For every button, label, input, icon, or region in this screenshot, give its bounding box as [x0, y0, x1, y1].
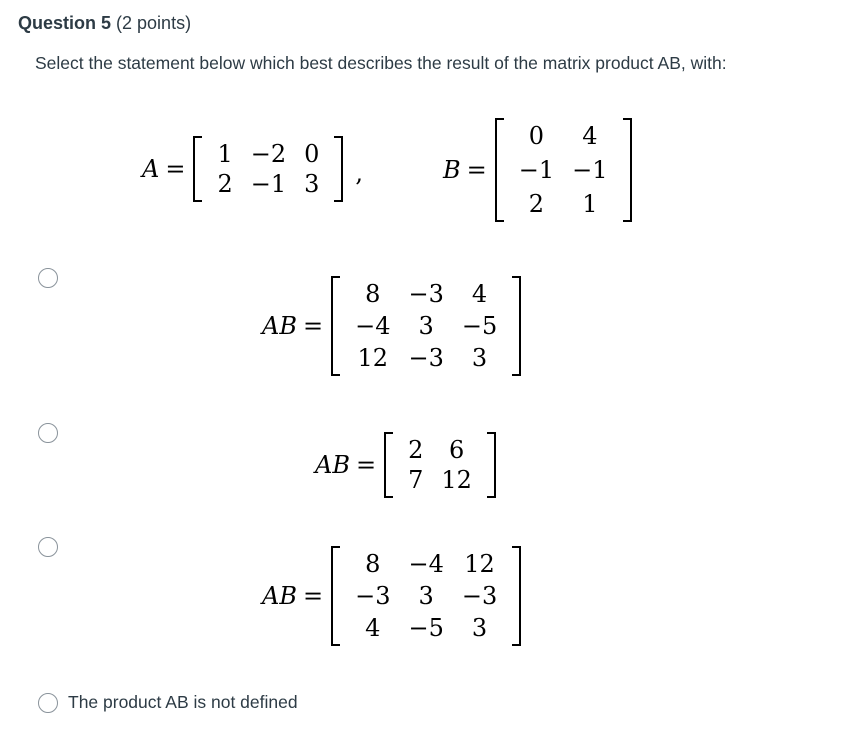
option-4-label[interactable]: The product AB is not defined: [68, 692, 298, 712]
option-3-equation: [262, 546, 521, 646]
matrix-cell: 0: [528, 122, 545, 150]
question-number: Question 5: [18, 13, 112, 33]
option-lhs: AB: [262, 582, 297, 610]
matrix-cell: 0: [304, 140, 320, 168]
matrix-cell: −3: [355, 582, 391, 610]
question-points: (2 points): [116, 13, 192, 33]
matrix-cell: −5: [461, 312, 498, 340]
equals-sign: =: [302, 582, 324, 610]
matrix-cell: 3: [471, 614, 488, 642]
option-lhs: AB: [262, 312, 297, 340]
separator-comma: ,: [355, 159, 364, 187]
equals-sign: =: [355, 451, 377, 479]
matrix-b-label: B: [443, 156, 461, 184]
matrix-cell: −4: [355, 312, 391, 340]
matrix-b: [495, 118, 632, 222]
equals-sign: =: [165, 155, 186, 183]
option-2-matrix: [384, 432, 496, 498]
matrix-cell: 8: [365, 280, 381, 308]
matrix-cell: −2: [250, 140, 287, 168]
equals-sign: =: [302, 312, 324, 340]
matrix-a: [193, 136, 343, 202]
matrix-cell: 2: [528, 190, 545, 218]
matrix-cell: −5: [408, 614, 444, 642]
option-1-equation: [262, 276, 521, 376]
matrix-cell: 7: [408, 466, 424, 494]
option-3-matrix: [331, 546, 521, 646]
matrix-cell: 1: [582, 190, 598, 218]
option-3-radio[interactable]: [38, 537, 58, 557]
matrix-cell: −3: [461, 582, 498, 610]
matrix-cell: −1: [250, 170, 287, 198]
matrix-cell: 2: [408, 436, 424, 464]
matrix-b-equation: [443, 118, 632, 222]
matrix-cell: 3: [418, 582, 434, 610]
matrix-cell: 4: [471, 280, 488, 308]
matrix-a-label: A: [142, 155, 160, 183]
matrix-cell: 12: [464, 550, 495, 578]
matrix-cell: 8: [365, 550, 381, 578]
matrix-cell: 2: [217, 170, 233, 198]
equals-sign: =: [466, 156, 487, 184]
option-2-radio[interactable]: [38, 423, 58, 443]
matrix-cell: 12: [357, 344, 389, 372]
matrix-cell: 4: [582, 122, 598, 150]
matrix-cell: 6: [448, 436, 465, 464]
matrix-cell: −3: [408, 280, 444, 308]
option-1-matrix: [331, 276, 521, 376]
matrix-cell: 3: [418, 312, 434, 340]
matrix-cell: 1: [217, 140, 233, 168]
question-prompt: Select the statement below which best describes the result of the matrix product AB, with:: [35, 53, 727, 73]
matrix-cell: 12: [441, 466, 472, 494]
matrix-cell: 4: [365, 614, 381, 642]
option-4-radio[interactable]: [38, 693, 58, 713]
option-lhs: AB: [315, 451, 350, 479]
option-2-equation: [315, 432, 496, 498]
matrix-a-equation: [142, 136, 363, 202]
matrix-cell: −3: [408, 344, 444, 372]
matrix-cell: 3: [471, 344, 488, 372]
option-1-radio[interactable]: [38, 268, 58, 288]
matrix-cell: 3: [304, 170, 320, 198]
matrix-cell: −1: [572, 156, 608, 184]
question-title: [18, 13, 191, 34]
matrix-cell: −1: [518, 156, 555, 184]
matrix-cell: −4: [408, 550, 444, 578]
